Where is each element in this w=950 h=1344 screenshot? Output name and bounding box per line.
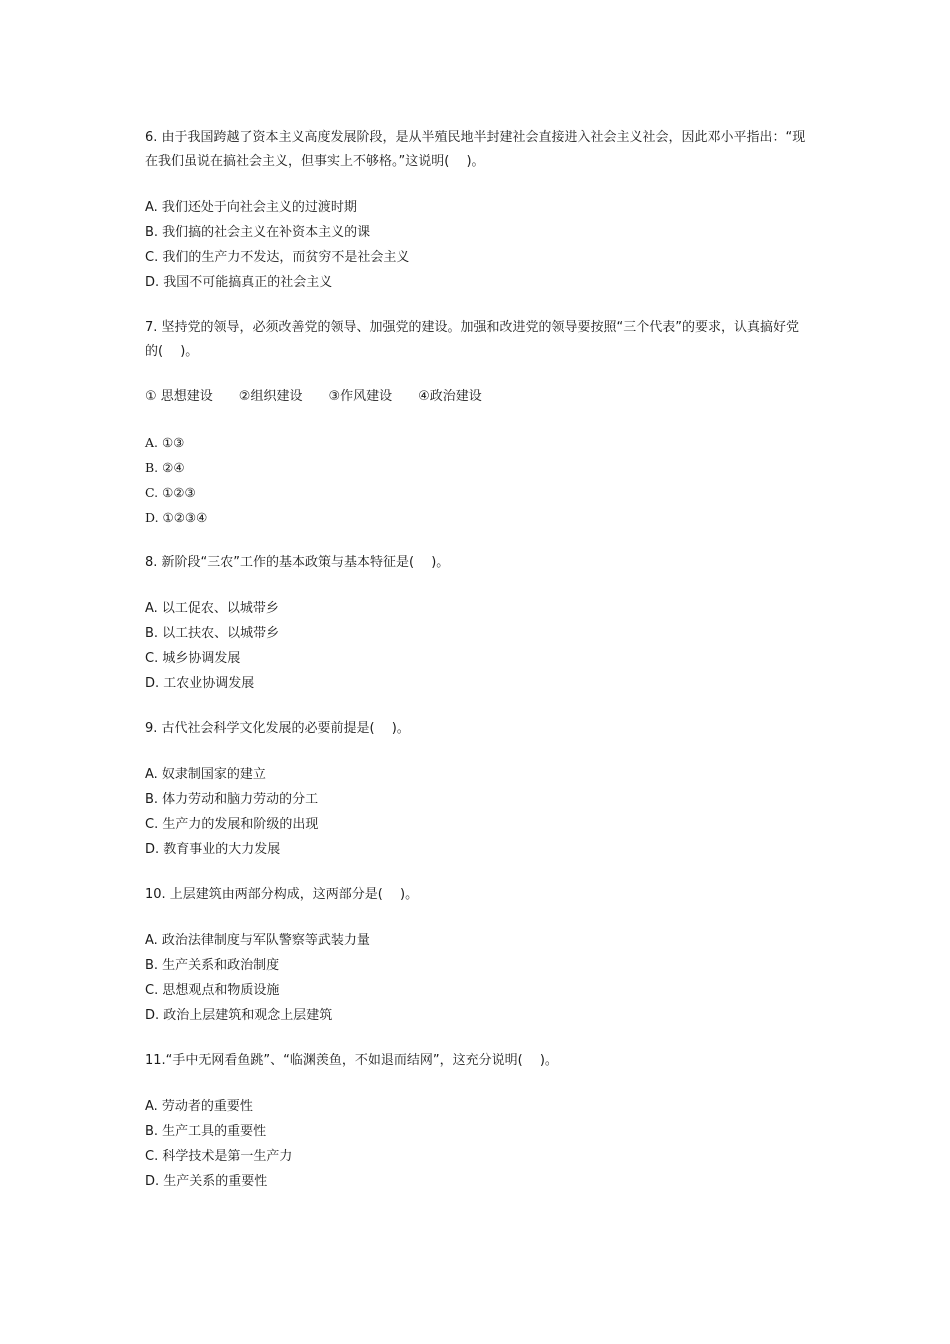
option-c: C. 思想观点和物质设施 bbox=[145, 983, 280, 998]
option-a: A. 我们还处于向社会主义的过渡时期 bbox=[145, 200, 357, 215]
option-a: A. 政治法律制度与军队警察等武装力量 bbox=[145, 933, 370, 948]
option-c: C. 我们的生产力不发达，而贫穷不是社会主义 bbox=[145, 250, 410, 265]
option-c: C. ①②③ bbox=[145, 485, 196, 500]
question-stem: 8. 新阶段“三农”工作的基本政策与基本特征是( )。 bbox=[145, 555, 450, 570]
option-a: A. 奴隶制国家的建立 bbox=[145, 767, 266, 782]
question-stem: 10. 上层建筑由两部分构成，这两部分是( )。 bbox=[145, 887, 419, 902]
question-stem: 9. 古代社会科学文化发展的必要前提是( )。 bbox=[145, 721, 410, 736]
question-stem: 11.“手中无网看鱼跳”、“临渊羡鱼，不如退而结网”，这充分说明( )。 bbox=[145, 1053, 558, 1068]
question-stem: 6. 由于我国跨越了资本主义高度发展阶段，是从半殖民地半封建社会直接进入社会主义社会，因此邓小平指出：“现在我们虽说在搞社会主义，但事实上不够格。”这说明( )。 bbox=[145, 130, 806, 169]
option-list bbox=[145, 928, 810, 1028]
option-d: D. 生产关系的重要性 bbox=[145, 1174, 268, 1189]
option-a: A. 以工促农、以城带乡 bbox=[145, 601, 279, 616]
option-c: C. 生产力的发展和阶级的出现 bbox=[145, 817, 319, 832]
option-list bbox=[145, 1094, 810, 1194]
option-c: C. 科学技术是第一生产力 bbox=[145, 1149, 293, 1164]
document-page bbox=[145, 126, 810, 1194]
question-stem: 7. 坚持党的领导，必须改善党的领导、加强党的建设。加强和改进党的领导要按照“三个代表”的要求，认真搞好党的( )。 bbox=[145, 320, 800, 359]
option-list bbox=[145, 430, 810, 530]
option-d: D. 我国不可能搞真正的社会主义 bbox=[145, 275, 333, 290]
option-d: D. 政治上层建筑和观念上层建筑 bbox=[145, 1008, 333, 1023]
option-b: B. 生产关系和政治制度 bbox=[145, 958, 280, 973]
option-a: A. 劳动者的重要性 bbox=[145, 1099, 253, 1114]
option-a: A. ①③ bbox=[145, 435, 185, 450]
option-b: B. 体力劳动和脑力劳动的分工 bbox=[145, 792, 319, 807]
question-6 bbox=[145, 126, 810, 295]
option-list bbox=[145, 195, 810, 295]
question-8 bbox=[145, 551, 810, 696]
option-b: B. ②④ bbox=[145, 460, 185, 475]
question-11 bbox=[145, 1049, 810, 1194]
option-list bbox=[145, 596, 810, 696]
option-list bbox=[145, 762, 810, 862]
question-10 bbox=[145, 883, 810, 1028]
question-7 bbox=[145, 316, 810, 530]
question-9 bbox=[145, 717, 810, 862]
option-d: D. ①②③④ bbox=[145, 510, 208, 525]
option-d: D. 工农业协调发展 bbox=[145, 676, 255, 691]
option-b: B. 生产工具的重要性 bbox=[145, 1124, 267, 1139]
option-d: D. 教育事业的大力发展 bbox=[145, 842, 281, 857]
question-items-line: ① 思想建设 ②组织建设 ③作风建设 ④政治建设 bbox=[145, 389, 482, 404]
option-b: B. 以工扶农、以城带乡 bbox=[145, 626, 280, 641]
option-b: B. 我们搞的社会主义在补资本主义的课 bbox=[145, 225, 371, 240]
option-c: C. 城乡协调发展 bbox=[145, 651, 241, 666]
